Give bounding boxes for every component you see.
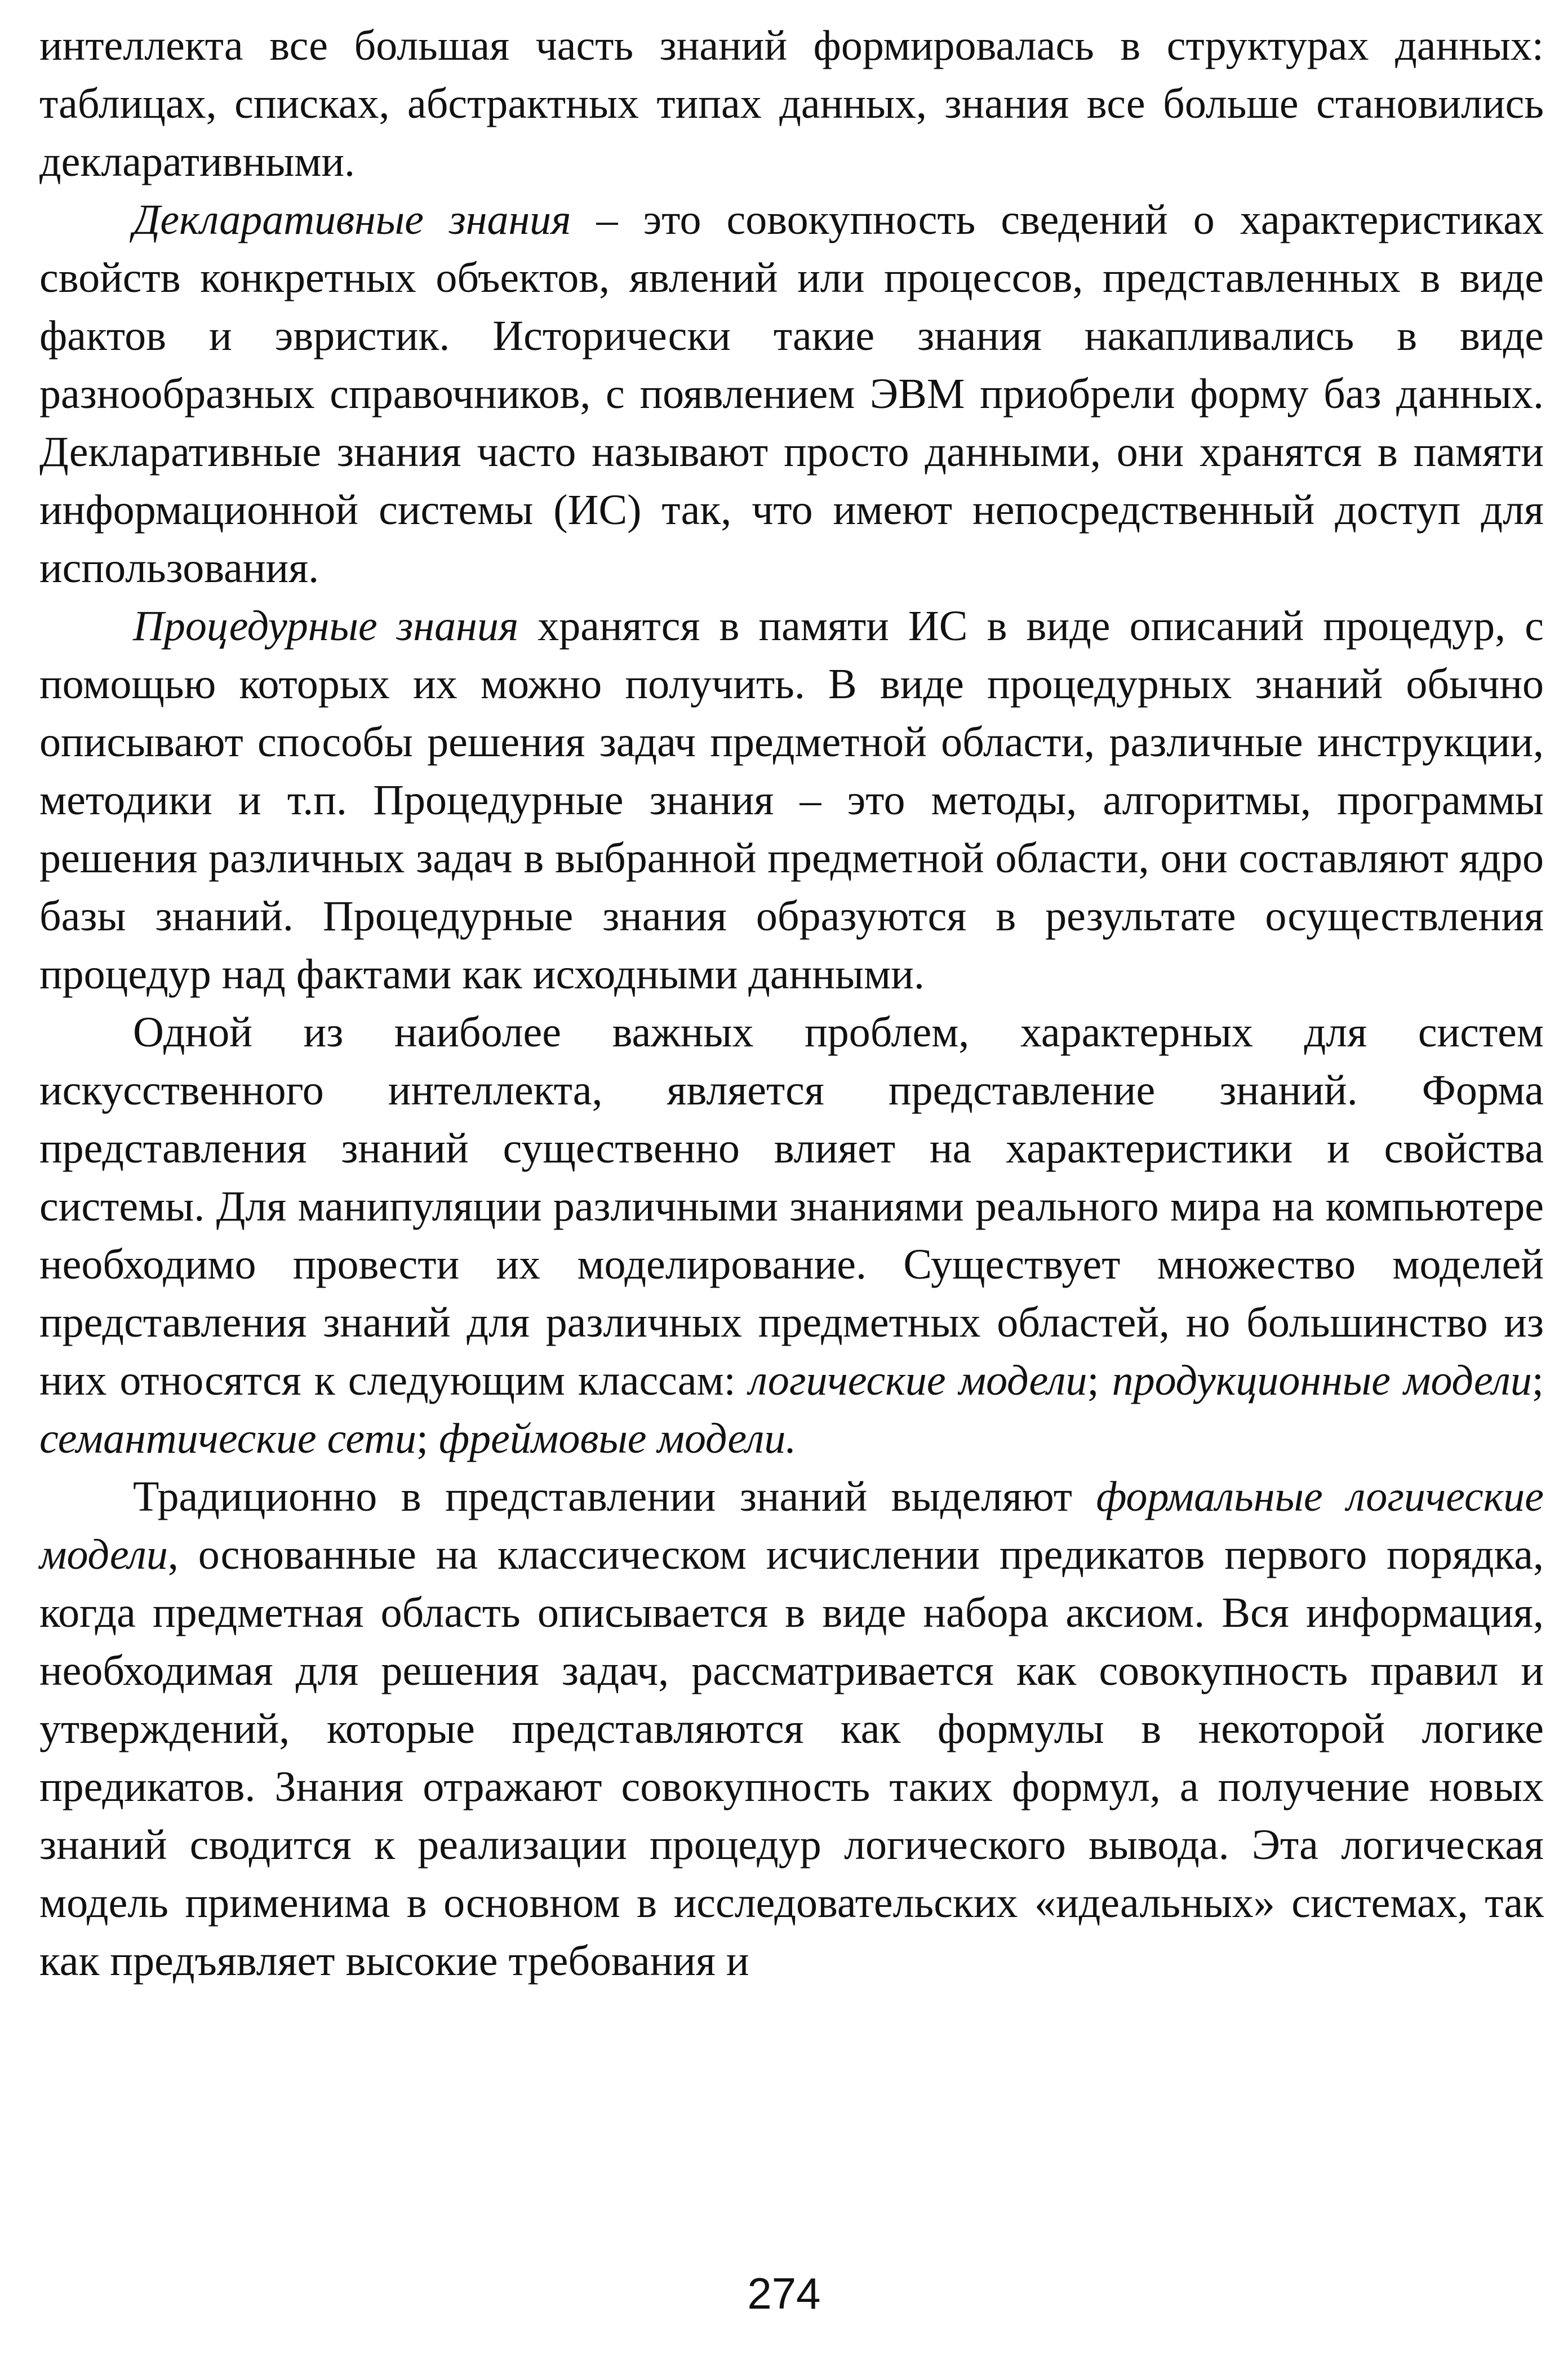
term-frame-models: фреймовые модели.	[439, 1415, 797, 1462]
text-run: хранятся в памяти ИС в виде описаний процедур, с помощью которых их можно получить. В виде процедурных знаний обычно описывают способы решения задач предметной области, различные инструкции, методики и т.п. Процедурные знания – это методы, алгоритмы, программы решения различных задач в выбранной предметной области, они составляют ядро базы знаний. Процедурные знания образуются в результате осуществления процедур над фактами как исходными данными.	[39, 602, 1544, 998]
text-run: Традиционно в представлении знаний выделяют	[133, 1473, 1096, 1520]
text-run: ;	[1087, 1357, 1112, 1404]
text-run: – это совокупность сведений о характеристиках свойств конкретных объектов, явлений или процессов, представленных в виде фактов и эвристик. Исторически такие знания накапливались в виде разнообразных справочников, с появлением ЭВМ приобрели форму баз данных. Декларативные знания часто называют просто данными, они хранятся в памяти информационной системы (ИС) так, что имеют непосредственный доступ для использования.	[39, 196, 1544, 592]
paragraph	[39, 17, 1544, 191]
paragraph	[39, 597, 1544, 1004]
text-run: ;	[1531, 1357, 1544, 1404]
text-run: ;	[416, 1415, 439, 1462]
paragraph	[39, 1004, 1544, 1468]
term-declarative-knowledge: Декларативные знания	[133, 196, 571, 243]
term-formal-logical-models: формальные логические модели	[39, 1473, 1544, 1578]
text-run: интеллекта все большая часть знаний формировалась в структурах данных: таблицах, списках, абстрактных типах данных, знания все больше становились декларативными.	[39, 22, 1544, 185]
book-page	[39, 17, 1544, 2355]
text-run: , основанные на классическом исчислении предикатов первого порядка, когда предметная область описывается в виде набора аксиом. Вся информация, необходимая для решения задач, рассматривается как совокупность правил и утверждений, которые представляются как формулы в некоторой логике предикатов. Знания отражают совокупность таких формул, а получение новых знаний сводится к реализации процедур логического вывода. Эта логическая модель применима в основном в исследовательских «идеальных» системах, так как предъявляет высокие требования и	[39, 1531, 1544, 1985]
paragraph	[39, 191, 1544, 597]
page-body-text	[39, 17, 1544, 1990]
term-semantic-networks: семантические сети	[39, 1415, 417, 1462]
page-number: 274	[747, 2269, 821, 2318]
term-production-models: продукционные модели	[1112, 1357, 1532, 1404]
term-logical-models: логические модели	[748, 1357, 1087, 1404]
paragraph	[39, 1468, 1544, 1990]
term-procedural-knowledge: Процедурные знания	[133, 602, 519, 650]
text-run: Одной из наиболее важных проблем, характерных для систем искусственного интеллекта, является представление знаний. Форма представления знаний существенно влияет на характеристики и свойства системы. Для манипуляции различными знаниями реального мира на компьютере необходимо провести их моделирование. Существует множество моделей представления знаний для различных предметных областей, но большинство из них относятся к следующим классам:	[39, 1009, 1544, 1404]
